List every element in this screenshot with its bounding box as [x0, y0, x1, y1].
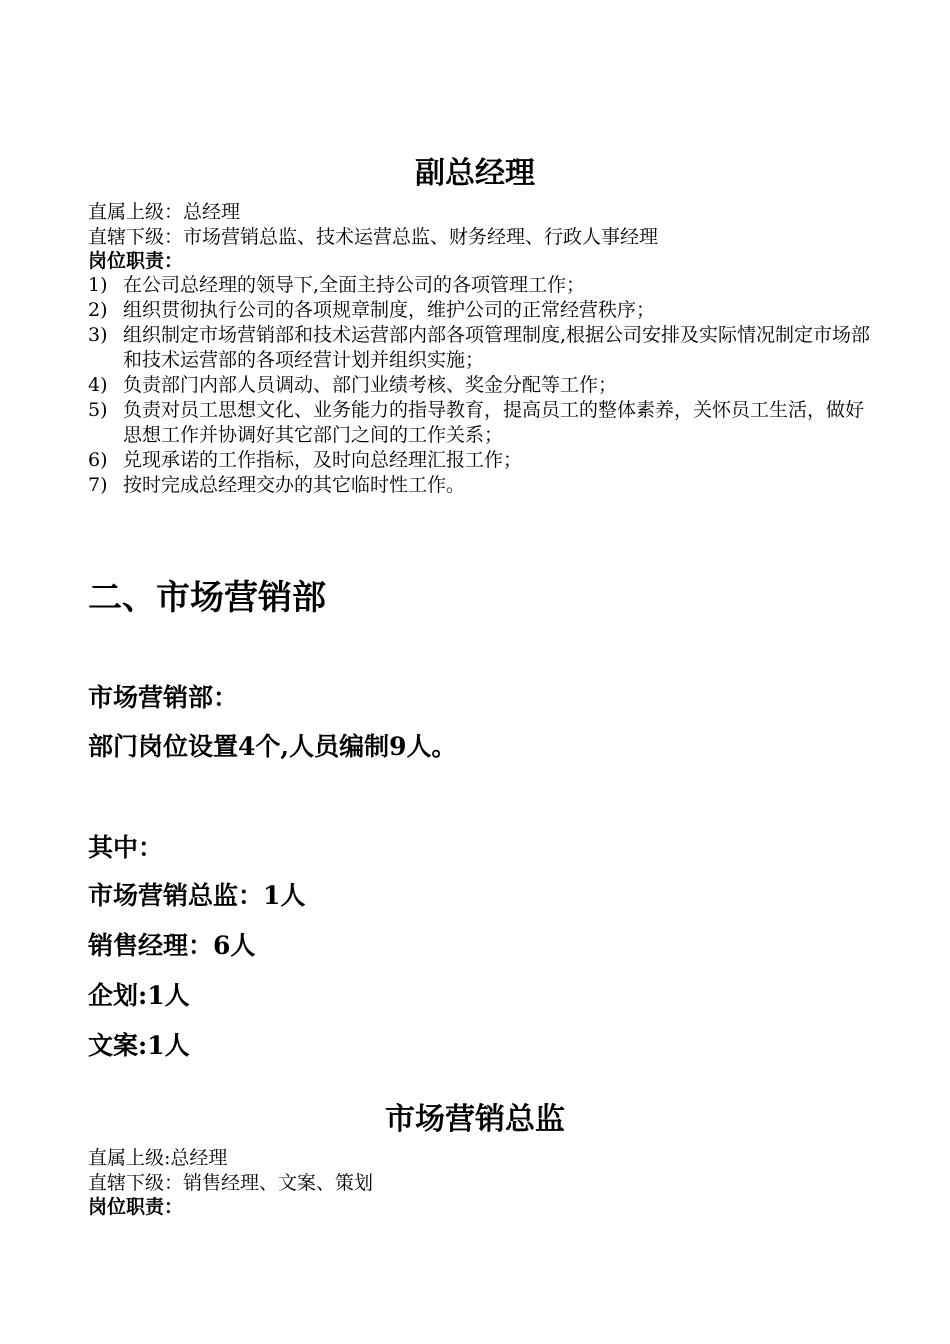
dept-summary: 部门岗位设置4个,人员编制9人。: [88, 732, 457, 761]
direct-subordinates-line: 直辖下级：市场营销总监、技术运营总监、财务经理、行政人事经理: [88, 226, 659, 248]
duties-list: [88, 273, 878, 498]
staff-item: 销售经理：6人: [88, 931, 256, 960]
direct-superior-line: 直属上级:总经理: [88, 1147, 228, 1169]
list-item: 6) 兑现承诺的工作指标，及时向总经理汇报工作；: [88, 449, 523, 471]
among-label: 其中：: [88, 833, 164, 862]
dept-label: 市场营销部：: [88, 683, 239, 712]
duties-label: 岗位职责：: [88, 250, 184, 272]
staff-item: 市场营销总监：1人: [88, 881, 306, 910]
list-item: 4) 负责部门内部人员调动、部门业绩考核、奖金分配等工作；: [88, 374, 618, 396]
list-item: 3) 组织制定市场营销部和技术运营部内部各项管理制度,根据公司安排及实际情况制定市场部和技术运营部的各项经营计划并组织实施；: [88, 324, 871, 371]
direct-subordinates-line: 直辖下级：销售经理、文案、策划: [88, 1172, 374, 1194]
section-title-marketing-director: 市场营销总监: [385, 1102, 565, 1137]
staff-item: 企划:1人: [88, 981, 190, 1010]
list-item: 7) 按时完成总经理交办的其它临时性工作。: [88, 474, 466, 496]
section-title-deputy-gm: 副总经理: [415, 156, 535, 191]
list-item: 2) 组织贯彻执行公司的各项规章制度，维护公司的正常经营秩序；: [88, 299, 656, 321]
list-item: 1) 在公司总经理的领导下,全面主持公司的各项管理工作；: [88, 274, 586, 296]
section-heading-marketing: 二、市场营销部: [88, 578, 326, 618]
direct-superior-line: 直属上级：总经理: [88, 201, 241, 223]
staff-item: 文案:1人: [88, 1031, 190, 1060]
list-item: 5) 负责对员工思想文化、业务能力的指导教育，提高员工的整体素养，关怀员工生活，做好思想工作并协调好其它部门之间的工作关系；: [88, 399, 865, 446]
duties-label: 岗位职责：: [88, 1196, 184, 1218]
